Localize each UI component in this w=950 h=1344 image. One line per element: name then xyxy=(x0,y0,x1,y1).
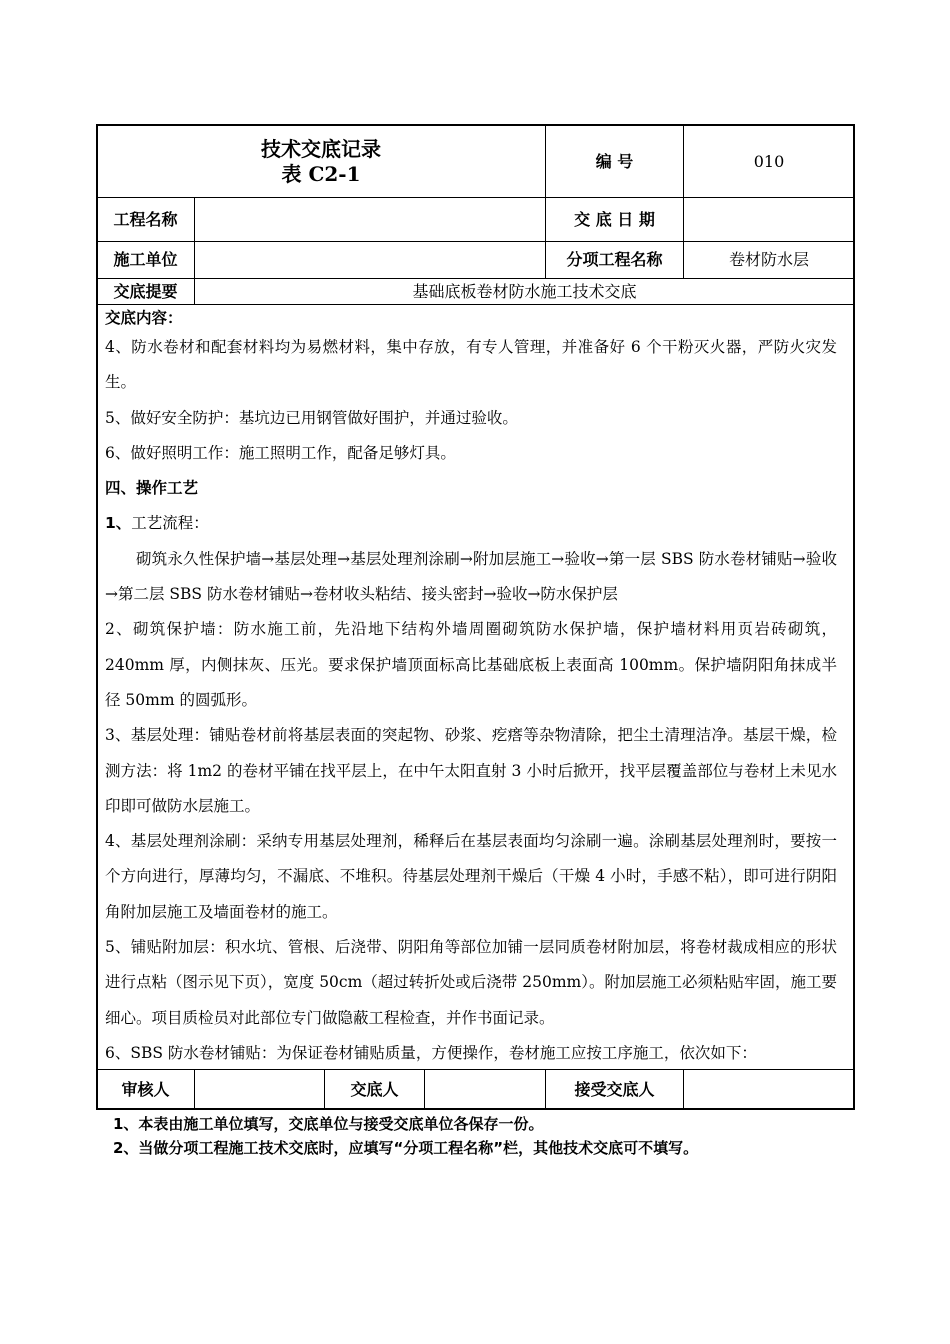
content-paragraph: 6、做好照明工作：施工照明工作，配备足够灯具。 xyxy=(105,443,456,462)
footnote: 2、当做分项工程施工技术交底时，应填写“分项工程名称”栏，其他技术交底可不填写。 xyxy=(113,1139,699,1157)
item-text: 工艺流程： xyxy=(131,514,209,533)
receiver-label: 接受交底人 xyxy=(574,1079,655,1099)
content-paragraph xyxy=(105,506,837,541)
form-title xyxy=(97,126,545,197)
construction-unit-label: 施工单位 xyxy=(113,250,178,270)
sub-project-label: 分项工程名称 xyxy=(566,250,663,270)
receiver-field xyxy=(684,1070,854,1109)
date-label: 交 底 日 期 xyxy=(574,209,655,229)
row-divider xyxy=(96,304,855,305)
content-paragraph: 5、做好安全防护：基坑边已用钢管做好围护，并通过验收。 xyxy=(105,408,518,427)
content-paragraph: 4、基层处理剂涂刷：采纳专用基层处理剂，稀释后在基层表面均匀涂刷一遍。涂刷基层处理剂时，要按一个方向进行，厚薄均匀，不漏底、不堆积。待基层处理剂干燥后（干燥 4 小时，手感不粘），即可进行阴阳角附加层施工及墙面卷材的施工。 xyxy=(105,832,837,921)
content-paragraph: 4、防水卷材和配套材料均为易燃材料，集中存放，有专人管理，并准备好 6 个干粉灭火器，严防火灾发生。 xyxy=(105,338,837,392)
summary-value: 基础底板卷材防水施工技术交底 xyxy=(412,281,637,301)
content-paragraph: 5、铺贴附加层：积水坑、管根、后浇带、阴阳角等部位加铺一层同质卷材附加层，将卷材裁成相应的形状进行点粘（图示见下页），宽度 50cm（超过转折处或后浇带 250mm）。附加层施工必须粘贴牢固，施工要细心。项目质检员对此部位专门做隐蔽工程检查，并作书面记录。 xyxy=(105,938,837,1027)
project-name-label: 工程名称 xyxy=(113,209,178,229)
content-heading: 交底内容： xyxy=(105,309,183,327)
number-label: 编 号 xyxy=(595,151,634,171)
form-code: 表 C2-1 xyxy=(281,161,361,186)
form-title-main: 技术交底记录 xyxy=(261,136,381,161)
disclosure-content xyxy=(105,306,837,1071)
content-paragraph: 3、基层处理：铺贴卷材前将基层表面的突起物、砂浆、疙瘩等杂物清除，把尘土清理洁净。基层干燥，检测方法：将 1m2 的卷材平铺在找平层上，在中午太阳直射 3 小时后掀开，找平层覆盖部位与卷材上未见水印即可做防水层施工。 xyxy=(105,726,837,815)
section-heading: 四、操作工艺 xyxy=(105,479,199,498)
item-number: 1、 xyxy=(105,514,132,533)
discloser-field xyxy=(425,1070,545,1109)
construction-unit-field xyxy=(195,242,545,278)
discloser-label: 交底人 xyxy=(350,1079,399,1099)
date-field xyxy=(684,198,854,241)
process-flow: 砌筑永久性保护墙→基层处理→基层处理剂涂刷→附加层施工→验收→第一层 SBS 防水卷材铺贴→验收→第二层 SBS 防水卷材铺贴→卷材收头粘结、接头密封→验收→防水保护层 xyxy=(105,549,837,604)
footnotes xyxy=(113,1112,698,1160)
project-name-field xyxy=(195,198,545,241)
footnote: 1、本表由施工单位填写，交底单位与接受交底单位各保存一份。 xyxy=(113,1115,544,1133)
content-paragraph: 2、砌筑保护墙：防水施工前，先沿地下结构外墙周圈砌筑防水保护墙，保护墙材料用页岩砖砌筑，240mm 厚，内侧抹灰、压光。要求保护墙顶面标高比基础底板上表面高 100mm。保护墙阴阳角抹成半径 50mm 的圆弧形。 xyxy=(105,620,837,709)
number-value: 010 xyxy=(753,151,785,171)
sub-project-value: 卷材防水层 xyxy=(728,250,809,270)
content-paragraph: 6、SBS 防水卷材铺贴：为保证卷材铺贴质量，方便操作，卷材施工应按工序施工，依次如下： xyxy=(105,1043,757,1062)
reviewer-field xyxy=(195,1070,324,1109)
summary-label: 交底提要 xyxy=(113,281,178,301)
reviewer-label: 审核人 xyxy=(121,1079,170,1099)
